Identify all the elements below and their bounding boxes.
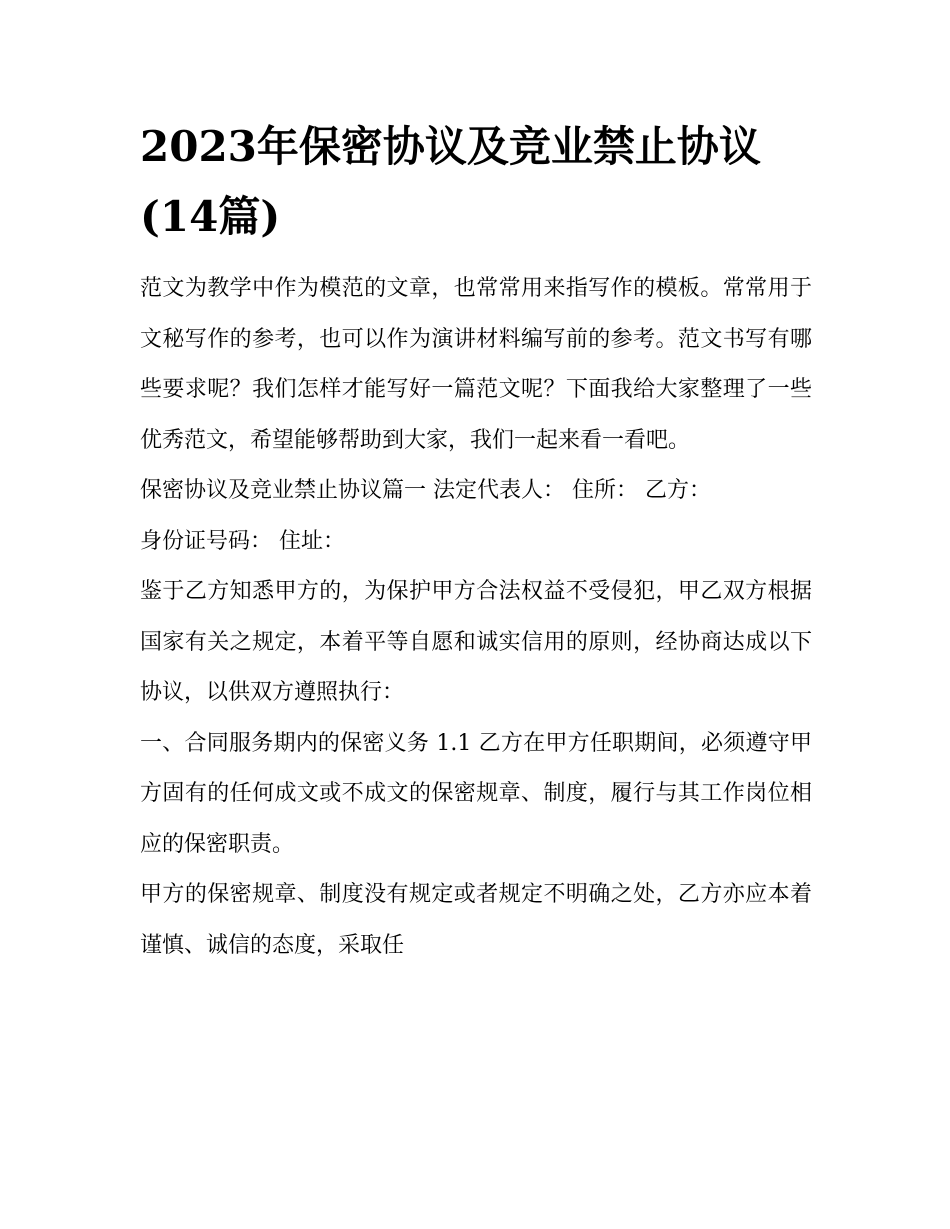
paragraph-section-one-continued: 甲方的保密规章、制度没有规定或者规定不明确之处，乙方亦应本着谨慎、诚信的态度，采取任 — [140, 882, 812, 958]
document-body — [140, 112, 812, 971]
paragraph-party-info: 保密协议及竞业禁止协议篇一 法定代表人： 住所： 乙方： — [140, 478, 711, 503]
paragraph-section-one: 一、合同服务期内的保密义务 1.1 乙方在甲方任职期间，必须遵守甲方固有的任何成文或不成文的保密规章、制度，履行与其工作岗位相应的保密职责。 — [140, 730, 812, 857]
paragraph-id-address: 身份证号码： 住址： — [140, 528, 345, 554]
paragraph-preamble: 鉴于乙方知悉甲方的，为保护甲方合法权益不受侵犯，甲乙双方根据国家有关之规定，本着平等自愿和诚实信用的原则，经协商达成以下协议，以供双方遵照执行： — [140, 579, 812, 705]
paragraph-intro: 范文为教学中作为模范的文章，也常常用来指写作的模板。常常用于文秘写作的参考，也可以作为演讲材料编写前的参考。范文书写有哪些要求呢？我们怎样才能写好一篇范文呢？下面我给大家整理了一些优秀范文，希望能够帮助到大家，我们一起来看一看吧。 — [140, 276, 812, 453]
document-title: 2023年保密协议及竞业禁止协议(14篇) — [140, 122, 761, 241]
